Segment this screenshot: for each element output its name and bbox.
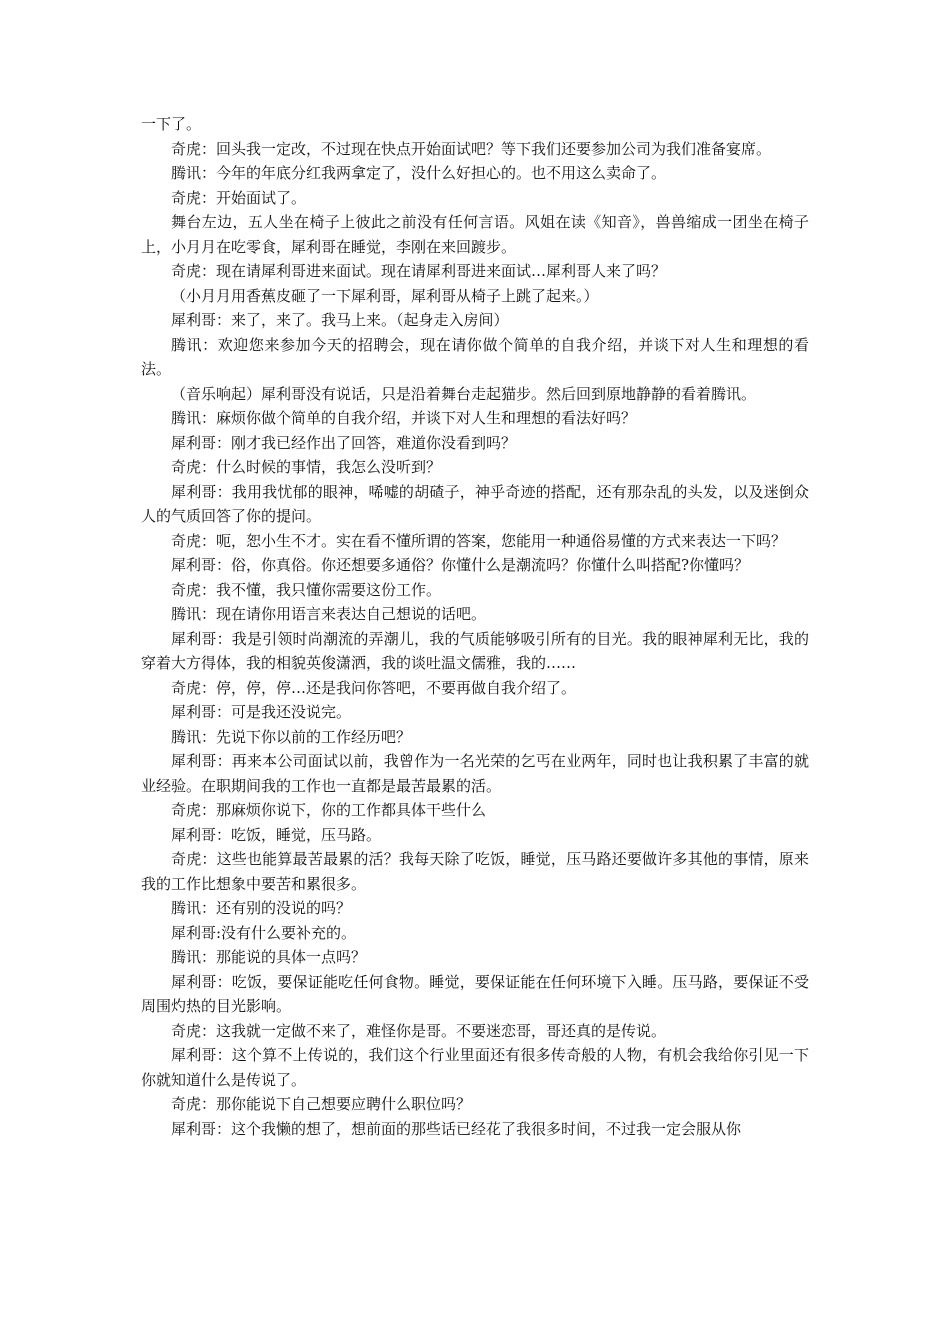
dialogue-paragraph: 犀利哥：俗，你真俗。你还想要多通俗？你懂什么是潮流吗？你懂什么叫搭配?你懂吗？ [171, 556, 750, 574]
dialogue-paragraph: 犀利哥：这个算不上传说的，我们这个行业里面还有很多传奇般的人物，有机会我给你引见一下你就知道什么是传说了。 [141, 1046, 809, 1089]
dialogue-paragraph: （小月月用香蕉皮砸了一下犀利哥，犀利哥从椅子上跳了起来。） [171, 286, 599, 305]
dialogue-paragraph: 奇虎：现在请犀利哥进来面试。现在请犀利哥进来面试…犀利哥人来了吗？ [171, 262, 667, 280]
dialogue-paragraph: 腾讯：那能说的具体一点吗？ [171, 948, 367, 966]
dialogue-paragraph: （音乐响起）犀利哥没有说话，只是沿着舞台走起猫步。然后回到原地静静的看着腾讯。 [171, 384, 757, 403]
dialogue-paragraph: 腾讯：先说下你以前的工作经历吧？ [171, 727, 412, 746]
dialogue-paragraph: 一下了。 [141, 115, 202, 133]
dialogue-paragraph: 犀利哥：吃饭，要保证能吃任何食物。睡觉，要保证能在任何环境下入睡。压马路，要保证不受周围灼热的目光影响。 [141, 972, 809, 1015]
dialogue-paragraph: 奇虎：什么时候的事情，我怎么没听到？ [171, 458, 442, 476]
dialogue-paragraph: 奇虎：这些也能算最苦最累的活？我每天除了吃饭，睡觉，压马路还要做许多其他的事情，原来我的工作比想象中要苦和累很多。 [141, 850, 809, 893]
dialogue-paragraph: 奇虎：我不懂，我只懂你需要这份工作。 [171, 580, 442, 599]
dialogue-paragraph: 犀利哥：再来本公司面试以前，我曾作为一名光荣的乞丐在业两年，同时也让我积累了丰富的就业经验。在职期间我的工作也一直都是最苦最累的活。 [141, 752, 809, 795]
dialogue-paragraph: 犀利哥：这个我懒的想了，想前面的那些话已经花了我很多时间，不过我一定会服从你 [171, 1119, 742, 1138]
dialogue-paragraph: 奇虎：那你能说下自己想要应聘什么职位吗？ [171, 1095, 472, 1113]
dialogue-paragraph: 奇虎：回头我一定改，不过现在快点开始面试吧？等下我们还要参加公司为我们准备宴席。 [171, 139, 772, 158]
dialogue-paragraph: 奇虎：停，停，停…还是我问你答吧，不要再做自我介绍了。 [171, 678, 577, 697]
dialogue-paragraph: 犀利哥：可是我还没说完。 [171, 703, 352, 721]
dialogue-paragraph: 犀利哥：来了，来了。我马上来。（起身走入房间） [171, 311, 509, 329]
dialogue-paragraph: 舞台左边，五人坐在椅子上彼此之前没有任何言语。风姐在读《知音》，兽兽缩成一团坐在椅子上，小月月在吃零食，犀利哥在睡觉，李刚在来回踱步。 [141, 213, 809, 256]
dialogue-paragraph: 奇虎：呃，恕小生不才。实在看不懂所谓的答案，您能用一种通俗易懂的方式来表达一下吗？ [171, 531, 787, 550]
dialogue-paragraph: 奇虎：开始面试了。 [171, 188, 307, 207]
dialogue-paragraph: 腾讯：现在请你用语言来表达自己想说的话吧。 [171, 605, 487, 623]
dialogue-paragraph: 奇虎：这我就一定做不来了，难怪你是哥。不要迷恋哥，哥还真的是传说。 [171, 1021, 667, 1040]
dialogue-paragraph: 奇虎：那麻烦你说下，你的工作都具体干些什么 [171, 801, 487, 819]
dialogue-paragraph: 腾讯：麻烦你做个简单的自我介绍，并谈下对人生和理想的看法好吗？ [171, 409, 637, 427]
dialogue-paragraph: 腾讯：欢迎您来参加今天的招聘会，现在请你做个简单的自我介绍，并谈下对人生和理想的看法。 [141, 335, 809, 378]
dialogue-paragraph: 犀利哥：刚才我已经作出了回答，难道你没看到吗？ [171, 433, 517, 452]
dialogue-paragraph: 犀利哥：我是引领时尚潮流的弄潮儿，我的气质能够吸引所有的目光。我的眼神犀利无比，我的穿着大方得体，我的相貌英俊潇洒，我的谈吐温文儒雅，我的…… [141, 629, 809, 672]
document-page [141, 112, 809, 1141]
dialogue-paragraph: 腾讯：今年的年底分红我两拿定了，没什么好担心的。也不用这么卖命了。 [171, 164, 667, 182]
dialogue-paragraph: 犀利哥:没有什么要补充的。 [171, 923, 357, 942]
dialogue-paragraph: 犀利哥：吃饭，睡觉，压马路。 [171, 825, 382, 844]
dialogue-paragraph: 犀利哥：我用我忧郁的眼神，唏嘘的胡碴子，神乎奇迹的搭配，还有那杂乱的头发，以及迷倒众人的气质回答了你的提问。 [141, 482, 809, 525]
dialogue-paragraph: 腾讯：还有别的没说的吗？ [171, 899, 352, 917]
